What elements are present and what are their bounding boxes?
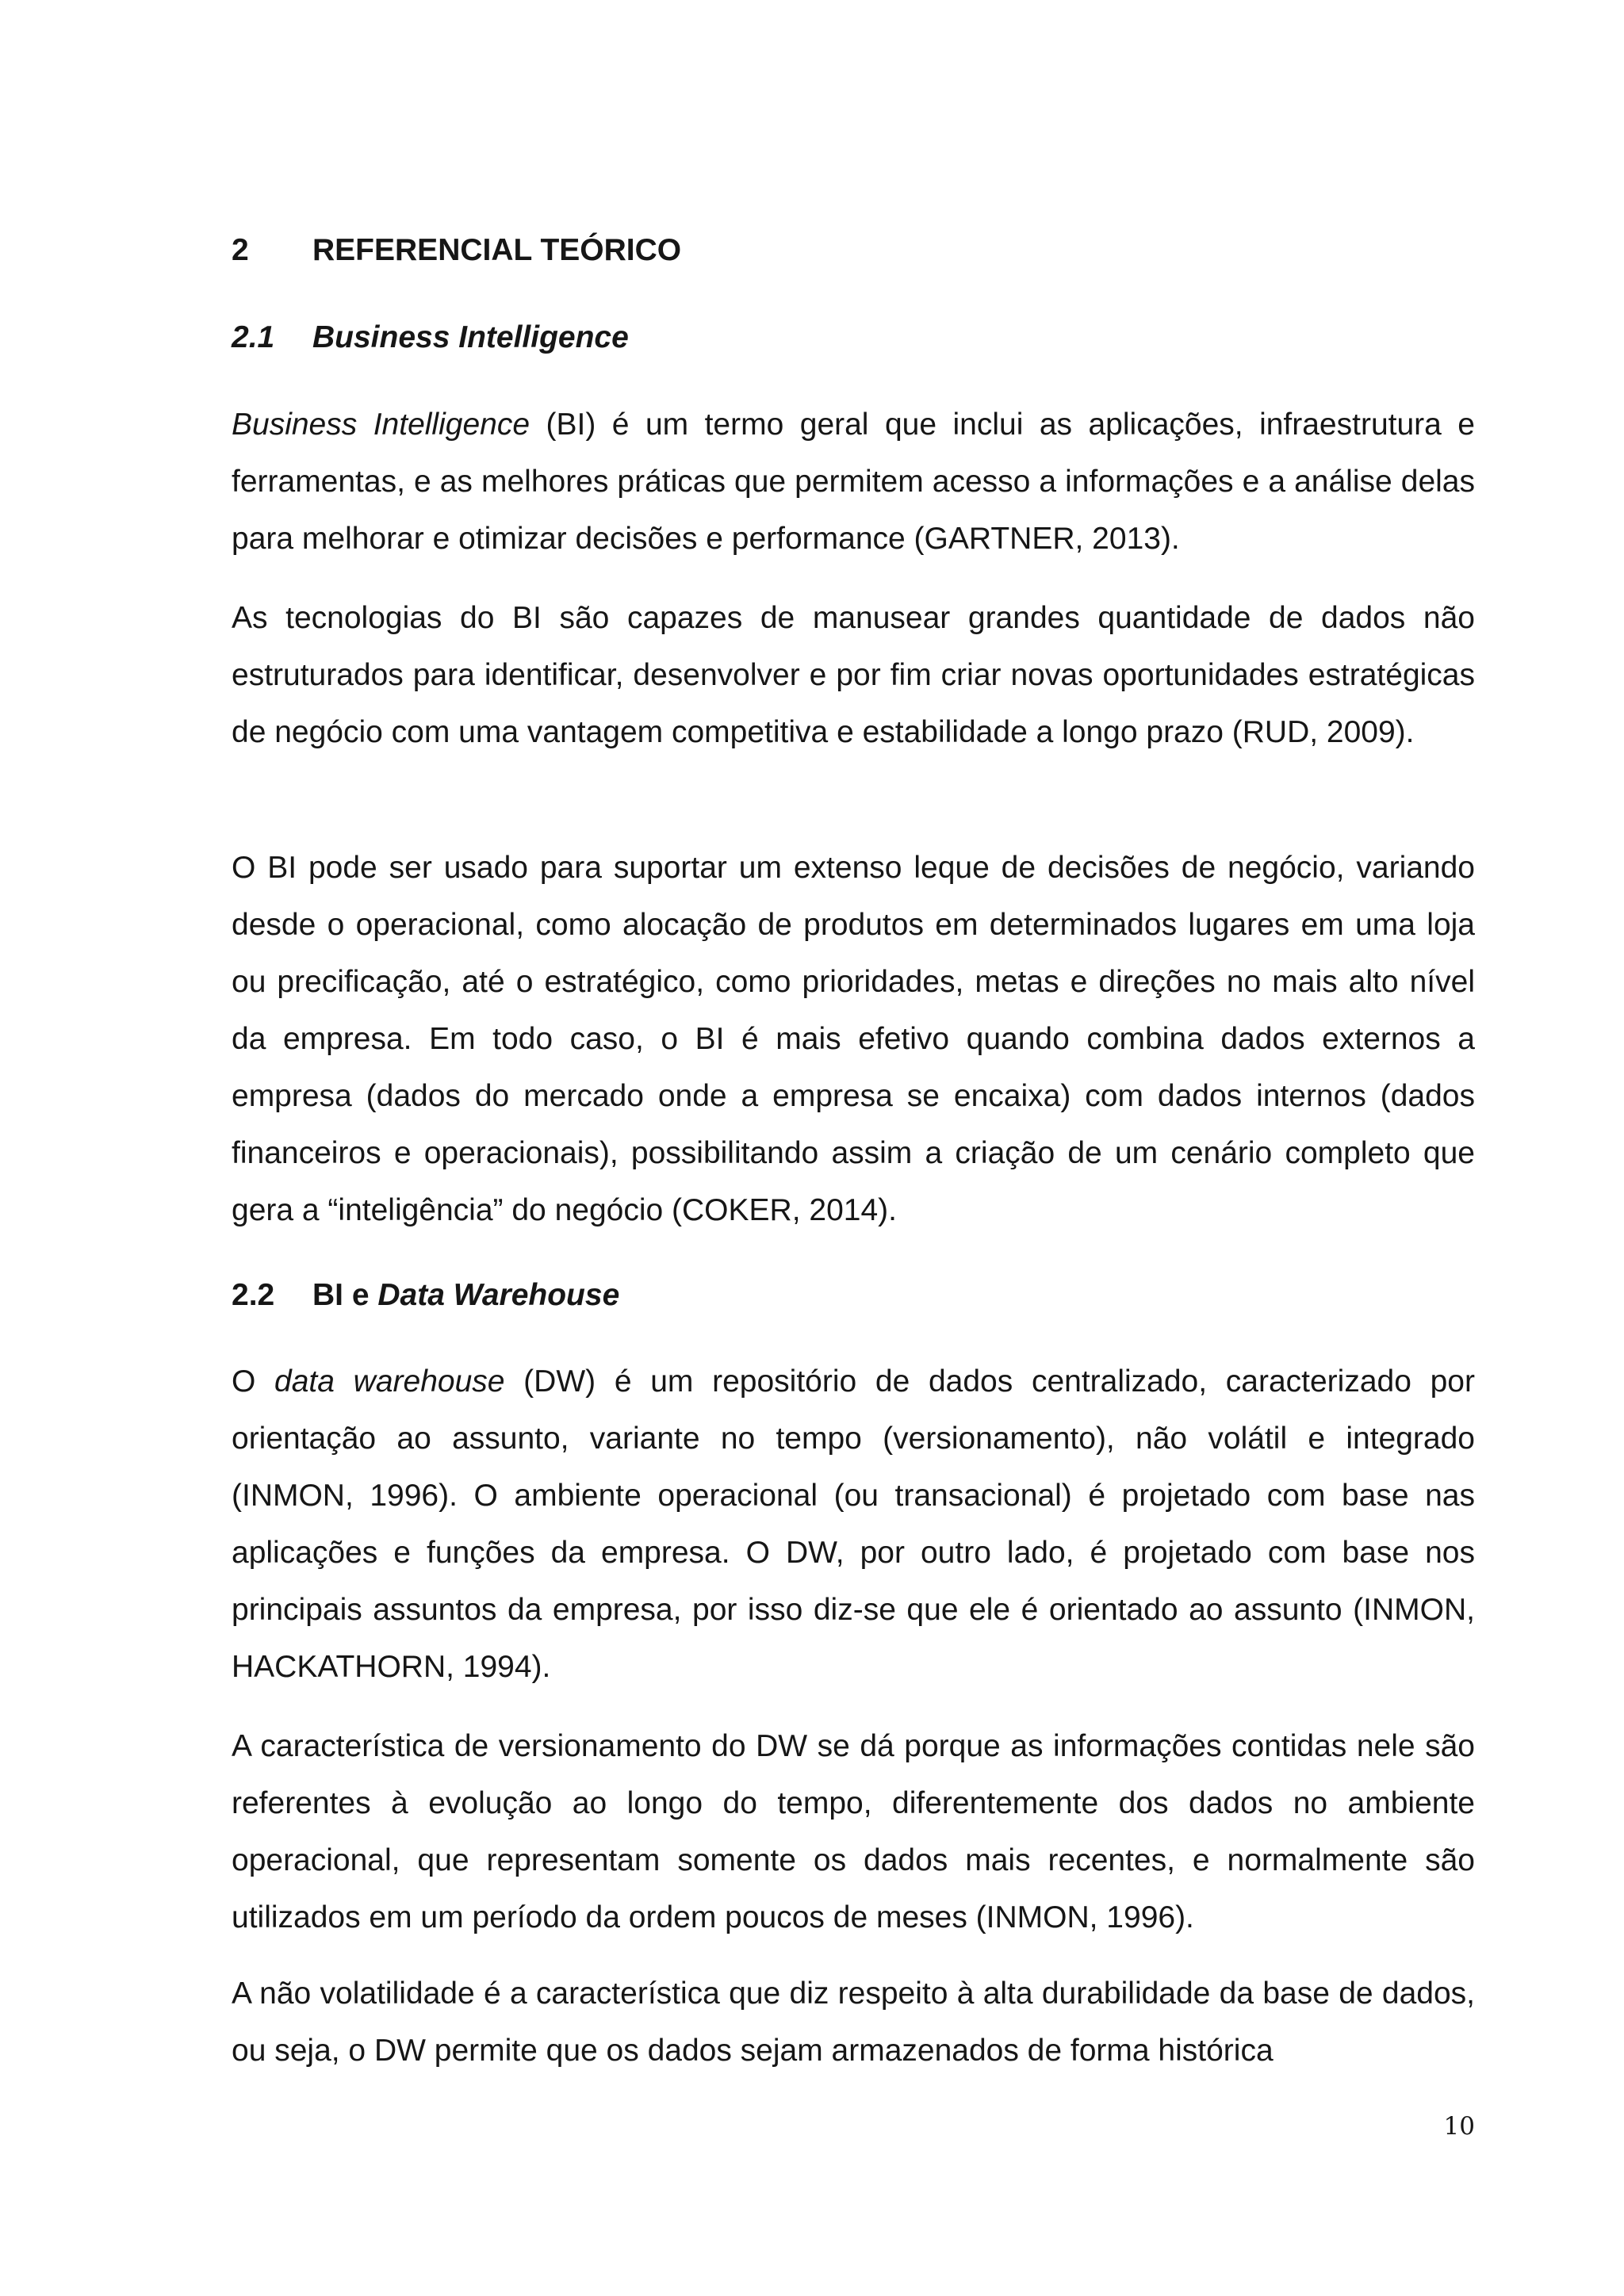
page-number: 10	[1443, 2112, 1475, 2141]
paragraph-text: O BI pode ser usado para suportar um extenso leque de decisões de negócio, variando desde o operacional, como alocação de produtos em determinados lugares em uma loja ou precificação, até o estratégico, como prioridades, metas e direções no mais alto nível da empresa. Em todo caso, o BI é mais efetivo quando combina dados externos a empresa (dados do mercado onde a empresa se encaixa) com dados internos (dados financeiros e operacionais), possibilitando assim a criação de um cenário completo que gera a “inteligência” do negócio (COKER, 2014).	[232, 851, 1475, 1227]
paragraph-text: (DW) é um repositório de dados centralizado, caracterizado por orientação ao assunto, variante no tempo (versionamento), não volátil e integrado (INMON, 1996). O ambiente operacional (ou transacional) é projetado com base nas aplicações e funções da empresa. O DW, por outro lado, é projetado com base nos principais assuntos da empresa, por isso diz-se que ele é orientado ao assunto (INMON, HACKATHORN, 1994).	[232, 1364, 1475, 1684]
paragraph-dw-non-volatility	[232, 1965, 1475, 2080]
section-heading	[232, 222, 1475, 279]
subsection-number: 2.2	[232, 1278, 275, 1312]
emphasis-term: Business Intelligence	[232, 408, 530, 442]
paragraph-text: (BI) é um termo geral que inclui as aplicações, infraestrutura e ferramentas, e as melhores práticas que permitem acesso a informações e a análise delas para melhorar e otimizar decisões e performance (GARTNER, 2013).	[232, 408, 1475, 556]
subsection-heading-2-1	[232, 309, 1475, 366]
subsection-heading-2-2	[232, 1267, 1475, 1324]
paragraph-prefix: O	[232, 1364, 275, 1399]
paragraph-dw-definition	[232, 1353, 1475, 1696]
subsection-title-emphasis: Data Warehouse	[377, 1278, 620, 1312]
subsection-number: 2.1	[232, 320, 275, 354]
paragraph-dw-versioning	[232, 1718, 1475, 1946]
subsection-title: Business Intelligence	[312, 320, 629, 354]
section-number: 2	[232, 233, 249, 267]
paragraph-bi-usage	[232, 840, 1475, 1239]
paragraph-text: As tecnologias do BI são capazes de manusear grandes quantidade de dados não estruturados para identificar, desenvolver e por fim criar novas oportunidades estratégicas de negócio com uma vantagem competitiva e estabilidade a longo prazo (RUD, 2009).	[232, 601, 1475, 749]
paragraph-bi-definition	[232, 396, 1475, 568]
section-title: REFERENCIAL TEÓRICO	[312, 233, 682, 267]
subsection-title-plain: BI e	[312, 1278, 378, 1312]
paragraph-text: A não volatilidade é a característica que diz respeito à alta durabilidade da base de dados, ou seja, o DW permite que os dados sejam armazenados de forma histórica	[232, 1976, 1475, 2068]
emphasis-term: data warehouse	[274, 1364, 505, 1399]
paragraph-bi-technologies	[232, 590, 1475, 761]
paragraph-text: A característica de versionamento do DW se dá porque as informações contidas nele são referentes à evolução ao longo do tempo, diferentemente dos dados no ambiente operacional, que representam somente os dados mais recentes, e normalmente são utilizados em um período da ordem poucos de meses (INMON, 1996).	[232, 1729, 1475, 1934]
